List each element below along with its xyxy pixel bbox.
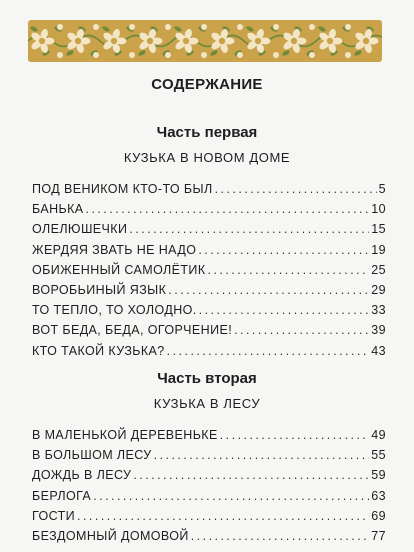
toc-entry[interactable] [32,489,386,509]
toc-entry-page: 5 [378,182,386,196]
floral-border-icon [28,20,382,62]
dot-leader [168,283,369,297]
toc-entry-page: 25 [371,262,386,277]
toc-entry-title: БЕРЛОГА [32,488,92,503]
dot-leader [234,323,369,337]
part-one-subtitle: КУЗЬКА В НОВОМ ДОМЕ [123,150,291,165]
part-two-title: Часть вторая [157,370,257,387]
toc-entry-page: 77 [371,528,386,543]
toc-entry-page: 10 [371,202,386,217]
dot-leader [167,344,370,358]
toc-entry-title: ТО ТЕПЛО, ТО ХОЛОДНО. [32,303,197,318]
toc-entry[interactable] [32,468,386,488]
toc-entry-page: 59 [371,468,386,483]
dot-leader [199,303,370,317]
dot-leader [133,468,369,482]
part-one-title: Часть первая [156,124,258,141]
toc-entry[interactable] [32,303,386,323]
toc-entry-title: ПОД ВЕНИКОМ КТО-ТО БЫЛ [32,182,213,196]
toc-entry-page: 19 [371,242,386,257]
toc-entry-title: ВОРОБЬИНЫЙ ЯЗЫК [32,282,167,297]
toc-entry-page: 29 [371,282,386,297]
toc-entry-page: 39 [371,323,386,338]
toc-entry-title: БЕЗДОМНЫЙ ДОМОВОЙ [32,528,189,543]
dot-leader [77,509,369,523]
dot-leader [220,428,370,442]
page-title: СОДЕРЖАНИЕ [151,76,263,93]
toc-entry[interactable] [32,509,386,529]
toc-entry-page: 33 [371,303,386,318]
part-one-entries [32,182,386,364]
toc-entry[interactable] [32,182,386,202]
toc-entry-page: 69 [371,508,386,523]
toc-entry-title: В БОЛЬШОМ ЛЕСУ [32,448,152,463]
dot-leader [191,529,370,543]
toc-entry[interactable] [32,243,386,263]
toc-entry-title: ОБИЖЕННЫЙ САМОЛЁТИК [32,262,206,277]
toc-entry-title: ОЛЕЛЮШЕЧКИ [32,222,128,237]
toc-entry-title: В МАЛЕНЬКОЙ ДЕРЕВЕНЬКЕ [32,428,218,442]
toc-entry[interactable] [32,529,386,549]
dot-leader [208,263,370,277]
toc-entry-title: ДОЖДЬ В ЛЕСУ [32,468,132,483]
toc-entry-title: ВОТ БЕДА, БЕДА, ОГОРЧЕНИЕ! [32,323,233,338]
toc-entry-title: ГОСТИ [32,508,76,523]
dot-leader [86,202,370,216]
part-two-entries [32,428,386,549]
toc-entry-page: 63 [371,488,386,503]
toc-entry-page: 55 [371,448,386,463]
toc-entry-title: БАНЬКА [32,202,84,217]
part-two-subtitle: КУЗЬКА В ЛЕСУ [153,396,261,411]
toc-entry[interactable] [32,448,386,468]
toc-entry-title: ЖЕРДЯЯ ЗВАТЬ НЕ НАДО [32,242,197,257]
toc-entry[interactable] [32,263,386,283]
toc-entry-title: КТО ТАКОЙ КУЗЬКА? [32,343,165,358]
dot-leader [129,222,369,236]
toc-entry-page: 49 [371,428,386,442]
dot-leader [198,243,369,257]
toc-entry-page: 15 [371,222,386,237]
dot-leader [93,489,369,503]
toc-entry[interactable] [32,323,386,343]
toc-entry-page: 43 [371,343,386,358]
toc-entry[interactable] [32,344,386,364]
toc-entry[interactable] [32,202,386,222]
toc-entry[interactable] [32,283,386,303]
toc-entry[interactable] [32,428,386,448]
toc-entry[interactable] [32,222,386,242]
dot-leader [215,182,377,196]
dot-leader [154,448,370,462]
